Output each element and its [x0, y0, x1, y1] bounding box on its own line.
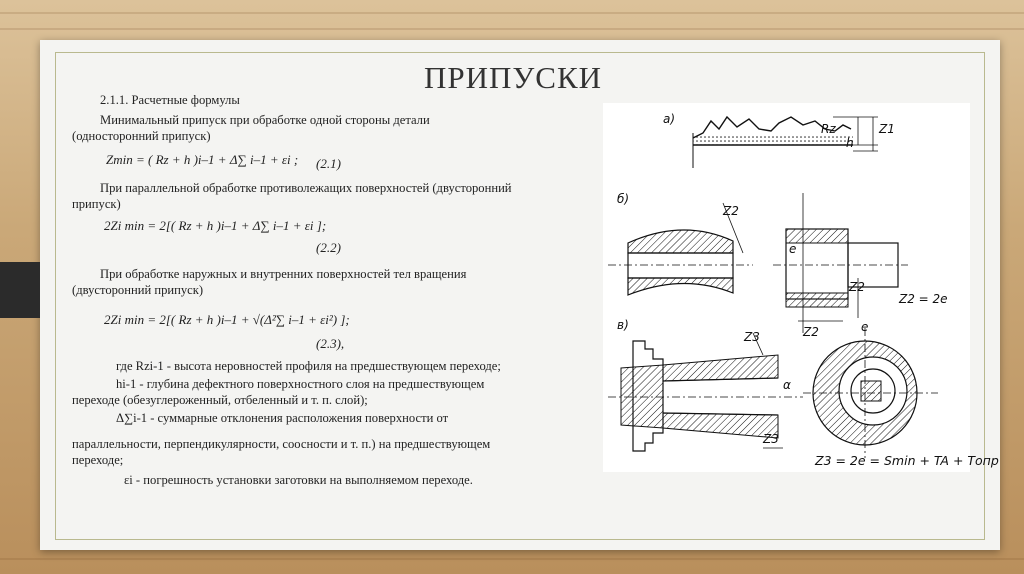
definition-delta-end: переходе;: [72, 453, 124, 467]
label-z2-bottom: Z2: [803, 325, 819, 339]
label-z2: Z2: [723, 204, 739, 218]
label-z2-eq: Z2 = 2e: [899, 292, 948, 306]
label-e2: e: [861, 320, 869, 334]
section-heading: 2.1.1. Расчетные формулы: [100, 93, 240, 107]
label-z3-eq: Z3 = 2e = Smin + TA + Tопр: [815, 453, 999, 468]
definition-h-cont: переходе (обезуглероженный, отбеленный и т. п. слой);: [72, 393, 368, 407]
allowance-b2-bottom: [786, 293, 848, 307]
label-h: h: [846, 136, 854, 150]
label-b: б): [617, 192, 630, 206]
label-a: а): [663, 112, 676, 126]
slide-tab-marker: [0, 262, 40, 318]
slide-title: ПРИПУСКИ: [423, 60, 603, 95]
allowance-b2-top: [786, 229, 848, 243]
allowance-diagram: [603, 103, 999, 472]
formula-2-1: Zmin = ( Rz + h )i–1 + Δ∑ i–1 + εi ;: [106, 152, 299, 167]
label-z2b: Z2: [849, 280, 865, 294]
paragraph-2-line-1: При параллельной обработке противолежащих поверхностей (двусторонний: [100, 181, 512, 195]
label-c: в): [617, 318, 629, 332]
definition-h: hi-1 - глубина дефектного поверхностного слоя на предшествующем: [116, 377, 485, 391]
label-alpha: α: [783, 378, 791, 392]
formula-2-3: 2Zi min = 2[( Rz + h )i–1 + √(Δ²∑ i–1 + εi²) ];: [104, 312, 350, 327]
paragraph-1-line-2: (односторонний припуск): [72, 129, 211, 143]
formula-2-2: 2Zi min = 2[( Rz + h )i–1 + Δ∑ i–1 + εi ];: [104, 218, 327, 233]
label-e1: e: [789, 242, 797, 256]
allowance-c-top: [663, 355, 778, 381]
allowance-c-bottom: [663, 413, 778, 438]
upper-allowance: [628, 230, 733, 253]
definition-epsilon: εi - погрешность установки заготовки на выполняемом переходе.: [124, 473, 473, 487]
definition-delta-cont: параллельности, перпендикулярности, соосности и т. п.) на предшествующем: [72, 437, 491, 451]
definition-rz: где Rzi-1 - высота неровностей профиля на предшествующем переходе;: [116, 359, 501, 373]
paragraph-2-line-2: припуск): [72, 197, 121, 211]
definition-delta: Δ∑i-1 - суммарные отклонения расположения поверхности от: [116, 411, 449, 425]
chuck-body: [621, 365, 663, 428]
section-core: [861, 381, 881, 401]
paragraph-1-line-1: Минимальный припуск при обработке одной стороны детали: [100, 113, 430, 127]
formula-2-3-number: (2.3),: [316, 336, 345, 351]
label-rz: Rz: [821, 122, 836, 136]
formula-2-1-number: (2.1): [316, 156, 341, 171]
formula-2-2-number: (2.2): [316, 240, 341, 255]
paragraph-3-line-1: При обработке наружных и внутренних поверхностей тел вращения: [100, 267, 467, 281]
allowance-diagram-svg: [603, 103, 999, 472]
paragraph-3-line-2: (двусторонний припуск): [72, 283, 204, 297]
lower-allowance: [628, 278, 733, 295]
label-z3-top: Z3: [744, 330, 760, 344]
label-z3-bottom: Z3: [763, 432, 779, 446]
workpiece-b: [628, 253, 733, 278]
defect-layer: [693, 135, 853, 145]
label-z1: Z1: [879, 122, 895, 136]
